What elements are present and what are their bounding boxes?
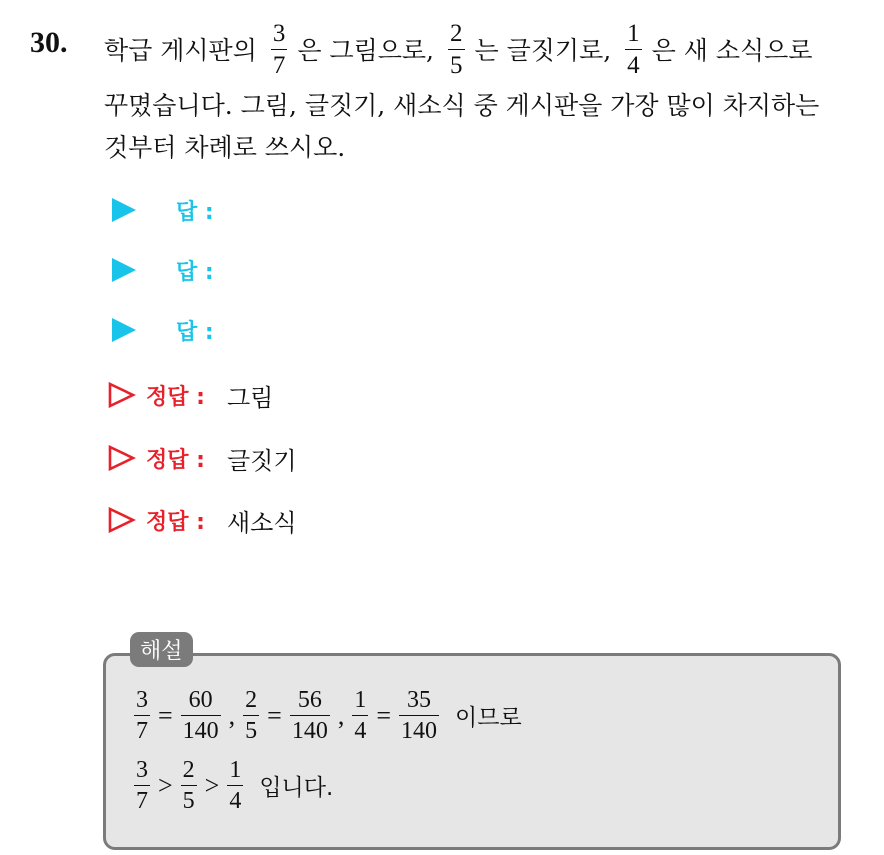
fraction-numerator: 3 bbox=[136, 757, 148, 783]
answer-label: 답 : bbox=[176, 259, 214, 285]
fraction-numerator: 2 bbox=[182, 757, 195, 783]
fraction bbox=[134, 688, 150, 743]
fraction-numerator: 35 bbox=[407, 687, 432, 713]
explanation-line-2 bbox=[128, 758, 333, 813]
play-triangle-icon bbox=[112, 318, 136, 342]
fraction-numerator: 3 bbox=[136, 687, 148, 713]
solution-value: 그림 bbox=[226, 383, 274, 412]
fraction-denominator: 5 bbox=[243, 715, 259, 743]
solution-value: 새소식 bbox=[226, 508, 297, 537]
fraction-denominator: 5 bbox=[448, 49, 465, 78]
question-line-2: 꾸몄습니다. 그림, 글짓기, 새소식 중 게시판을 가장 많이 차지하는 bbox=[104, 91, 820, 120]
fraction-numerator: 3 bbox=[272, 19, 286, 47]
fraction-denominator: 4 bbox=[625, 49, 642, 78]
fraction-numerator: 60 bbox=[188, 687, 213, 713]
outline-triangle-icon bbox=[108, 445, 136, 471]
fraction bbox=[181, 688, 221, 743]
fraction bbox=[352, 688, 368, 743]
fraction bbox=[290, 688, 330, 743]
answer-label: 답 : bbox=[176, 319, 214, 345]
solution-value: 글짓기 bbox=[226, 446, 297, 475]
answer-label: 답 : bbox=[176, 199, 214, 225]
fraction bbox=[243, 688, 259, 743]
comma: , bbox=[337, 700, 345, 730]
question-number: 30. bbox=[30, 26, 68, 59]
fraction bbox=[181, 758, 197, 813]
explanation-tag: 해설 bbox=[130, 632, 193, 667]
answer-row[interactable] bbox=[108, 250, 214, 290]
fraction-numerator: 1 bbox=[354, 687, 367, 713]
question-line-3: 것부터 차례로 쓰시오. bbox=[104, 133, 346, 162]
play-triangle-icon bbox=[112, 258, 136, 282]
explanation-box bbox=[103, 653, 841, 850]
equals-sign: = bbox=[158, 700, 173, 730]
fraction-3-7 bbox=[271, 21, 288, 78]
fraction-denominator: 140 bbox=[181, 715, 221, 743]
fraction-denominator: 5 bbox=[181, 785, 197, 813]
equals-sign: = bbox=[376, 700, 392, 730]
solution-label: 정답 : bbox=[146, 509, 205, 535]
equals-sign: = bbox=[267, 700, 282, 730]
fraction bbox=[399, 688, 439, 743]
greater-than-sign: > bbox=[158, 770, 173, 800]
question-text-part: 학급 게시판의 bbox=[104, 36, 257, 65]
outline-triangle-icon bbox=[108, 382, 136, 408]
fraction-1-4 bbox=[625, 21, 642, 78]
fraction-numerator: 2 bbox=[245, 687, 258, 713]
fraction-denominator: 4 bbox=[352, 715, 368, 743]
solution-row bbox=[108, 438, 297, 478]
question-text-part: 은 그림으로, bbox=[297, 36, 435, 65]
answer-row[interactable] bbox=[108, 310, 214, 350]
comma: , bbox=[228, 700, 236, 730]
answer-row[interactable] bbox=[108, 190, 214, 230]
solution-label: 정답 : bbox=[146, 384, 205, 410]
fraction-denominator: 140 bbox=[399, 715, 439, 743]
solution-row bbox=[108, 375, 273, 415]
fraction-denominator: 7 bbox=[134, 785, 150, 813]
fraction-numerator: 1 bbox=[627, 19, 640, 47]
fraction-denominator: 7 bbox=[271, 49, 288, 78]
explanation-text: 입니다. bbox=[259, 775, 334, 801]
solution-row bbox=[108, 500, 297, 540]
play-triangle-icon bbox=[112, 198, 136, 222]
greater-than-sign: > bbox=[204, 770, 220, 800]
fraction bbox=[227, 758, 243, 813]
fraction-denominator: 140 bbox=[290, 715, 330, 743]
fraction-numerator: 56 bbox=[297, 687, 322, 713]
outline-triangle-icon bbox=[108, 507, 136, 533]
fraction bbox=[134, 758, 150, 813]
question-text-part: 는 글짓기로, bbox=[474, 36, 612, 65]
explanation-text: 이므로 bbox=[455, 705, 522, 731]
question-line-1 bbox=[104, 14, 812, 84]
fraction-2-5 bbox=[448, 21, 465, 78]
fraction-denominator: 4 bbox=[227, 785, 243, 813]
fraction-numerator: 2 bbox=[450, 19, 463, 47]
fraction-numerator: 1 bbox=[229, 757, 242, 783]
question-text-part: 은 새 소식으로 bbox=[651, 36, 813, 65]
explanation-line-1 bbox=[128, 688, 522, 743]
solution-label: 정답 : bbox=[146, 447, 205, 473]
fraction-denominator: 7 bbox=[134, 715, 150, 743]
